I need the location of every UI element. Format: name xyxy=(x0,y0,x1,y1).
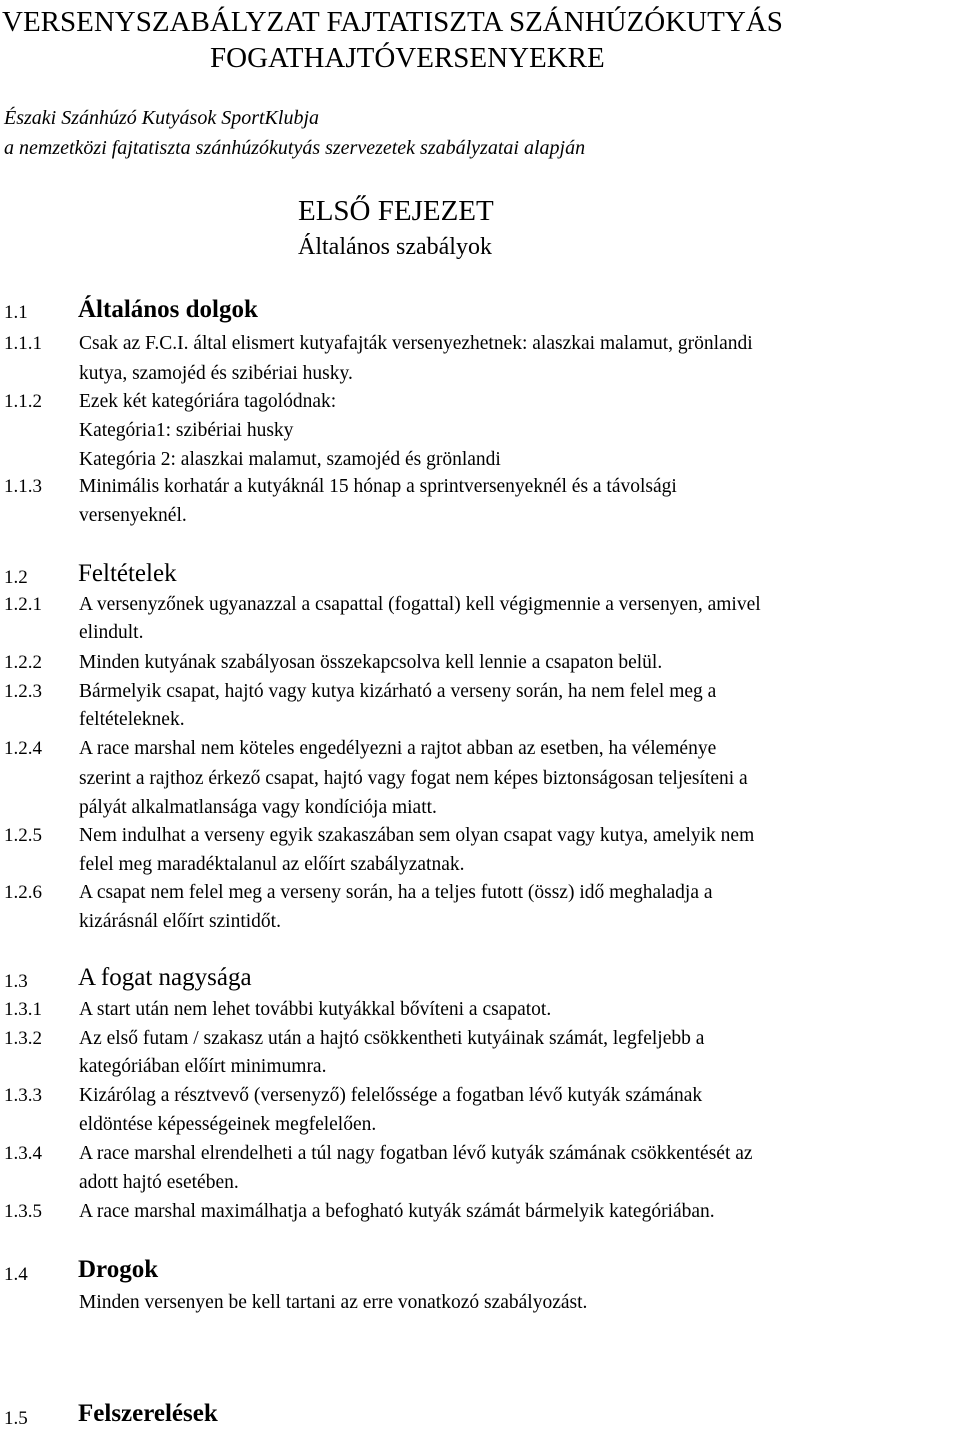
item-text-line: Bármelyik csapat, hajtó vagy kutya kizárható a verseny során, ha nem felel meg a xyxy=(79,681,717,702)
item-number: 1.3.1 xyxy=(4,999,42,1020)
section-number: 1.1 xyxy=(4,302,28,323)
item-number: 1.1.2 xyxy=(4,391,42,412)
section-number: 1.3 xyxy=(4,971,28,992)
item-text-line: pályát alkalmatlansága vagy kondíciója miatt. xyxy=(79,797,437,818)
item-text-line: A csapat nem felel meg a verseny során, ha a teljes futott (össz) idő meghaladja a xyxy=(79,882,713,903)
item-text-line: A race marshal nem köteles engedélyezni a rajtot abban az esetben, ha véleménye xyxy=(79,738,717,759)
section-title: Feltételek xyxy=(78,560,177,587)
item-number: 1.2.3 xyxy=(4,681,42,702)
item-number: 1.1.1 xyxy=(4,333,42,354)
item-text-line: Ezek két kategóriára tagolódnak: xyxy=(79,391,337,412)
item-text-line: eldöntése képességeinek megfelelően. xyxy=(79,1114,377,1135)
item-text-line: A race marshal maximálhatja a befogható kutyák számát bármelyik kategóriában. xyxy=(79,1201,715,1222)
item-number: 1.3.5 xyxy=(4,1201,42,1222)
item-text-line: Kategória1: szibériai husky xyxy=(79,420,294,441)
item-number: 1.2.4 xyxy=(4,738,42,759)
item-text-line: Minden kutyának szabályosan összekapcsolva kell lennie a csapaton belül. xyxy=(79,652,663,673)
item-text-line: kizárásnál előírt szintidőt. xyxy=(79,911,281,932)
item-text-line: elindult. xyxy=(79,622,144,643)
section-title: Felszerelések xyxy=(78,1400,218,1427)
item-text-line: A race marshal elrendelheti a túl nagy fogatban lévő kutyák számának csökkentését az xyxy=(79,1143,753,1164)
item-text-line: feltételeknek. xyxy=(79,709,185,730)
section-title: Általános dolgok xyxy=(78,296,258,323)
item-text-line: Nem indulhat a verseny egyik szakaszában sem olyan csapat vagy kutya, amelyik nem xyxy=(79,825,755,846)
item-text-line: adott hajtó esetében. xyxy=(79,1172,239,1193)
item-text-line: kutya, szamojéd és szibériai husky. xyxy=(79,363,353,384)
item-text-line: versenyeknél. xyxy=(79,505,187,526)
section-number: 1.4 xyxy=(4,1264,28,1285)
item-text-line: Az első futam / szakasz után a hajtó csökkentheti kutyáinak számát, legfeljebb a xyxy=(79,1028,705,1049)
chapter-subtitle: Általános szabályok xyxy=(298,234,492,260)
item-number: 1.3.4 xyxy=(4,1143,42,1164)
item-number: 1.2.2 xyxy=(4,652,42,673)
item-text-line: A start után nem lehet további kutyákkal bővíteni a csapatot. xyxy=(79,999,552,1020)
chapter-title: ELSŐ FEJEZET xyxy=(298,195,494,227)
section-title: Drogok xyxy=(78,1256,159,1283)
item-text-line: kategóriában előírt minimumra. xyxy=(79,1056,327,1077)
document-title-line1: VERSENYSZABÁLYZAT FAJTATISZTA SZÁNHÚZÓKUTYÁS xyxy=(2,6,783,38)
section-body-text: Minden versenyen be kell tartani az erre vonatkozó szabályozást. xyxy=(79,1292,588,1313)
item-number: 1.2.1 xyxy=(4,594,42,615)
item-text-line: felel meg maradéktalanul az előírt szabályzatnak. xyxy=(79,854,465,875)
item-number: 1.1.3 xyxy=(4,476,42,497)
item-text-line: Minimális korhatár a kutyáknál 15 hónap a sprintversenyeknél és a távolsági xyxy=(79,476,677,497)
item-number: 1.2.5 xyxy=(4,825,42,846)
item-number: 1.3.2 xyxy=(4,1028,42,1049)
document-title-line2: FOGATHAJTÓVERSENYEKRE xyxy=(210,42,605,74)
item-text-line: Kategória 2: alaszkai malamut, szamojéd és grönlandi xyxy=(79,449,501,470)
item-number: 1.2.6 xyxy=(4,882,42,903)
section-title: A fogat nagysága xyxy=(78,964,252,991)
item-text-line: Kizárólag a résztvevő (versenyző) felelőssége a fogatban lévő kutyák számának xyxy=(79,1085,703,1106)
section-number: 1.5 xyxy=(4,1408,28,1429)
item-text-line: Csak az F.C.I. által elismert kutyafajták versenyezhetnek: alaszkai malamut, grönlandi xyxy=(79,333,753,354)
section-number: 1.2 xyxy=(4,567,28,588)
item-number: 1.3.3 xyxy=(4,1085,42,1106)
organization-name: Északi Szánhúzó Kutyások SportKlubja xyxy=(4,107,320,129)
rules-basis: a nemzetközi fajtatiszta szánhúzókutyás szervezetek szabályzatai alapján xyxy=(4,137,586,159)
item-text-line: A versenyzőnek ugyanazzal a csapattal (fogattal) kell végigmennie a versenyen, amivel xyxy=(79,594,761,615)
item-text-line: szerint a rajthoz érkező csapat, hajtó vagy fogat nem képes biztonságosan teljesíteni a xyxy=(79,768,748,789)
